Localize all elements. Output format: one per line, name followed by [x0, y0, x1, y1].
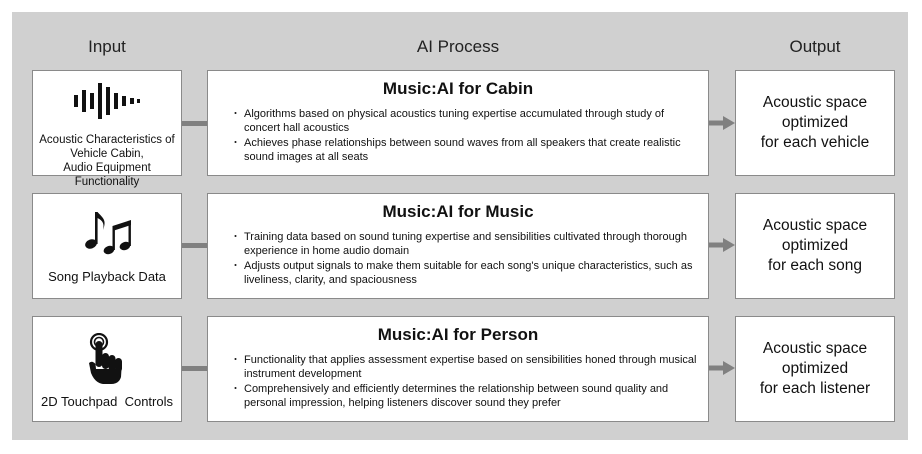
output-text: Acoustic space [762, 94, 868, 111]
input-box-music [32, 193, 182, 299]
arrow-right-icon [709, 116, 735, 130]
process-box-cabin [207, 70, 709, 176]
output-box-cabin [735, 70, 895, 176]
output-box-music [735, 193, 895, 299]
process-bullets [232, 107, 698, 165]
process-title: Music:AI for Person [377, 325, 539, 344]
process-title: Music:AI for Music [382, 202, 534, 221]
output-column-header: Output [789, 37, 841, 56]
output-text: Acoustic space [762, 340, 868, 357]
process-column-header: AI Process [416, 37, 500, 56]
process-box-music [207, 193, 709, 299]
bullet-item: ・ Functionality that applies assessment expertise based on sensibilities honed through musical instrument development [232, 353, 698, 381]
bullet-item: ・ Achieves phase relationships between sound waves from all speakers that create realistic sound images at all seats [232, 136, 698, 164]
input-label-person: 2D Touchpad Controls [40, 394, 173, 409]
sound-wave-icon [71, 83, 143, 119]
process-box-person [207, 316, 709, 422]
output-text: optimized [781, 237, 849, 254]
output-text: for each vehicle [760, 134, 870, 151]
output-text: for each listener [759, 380, 871, 397]
input-column-header: Input [88, 37, 126, 56]
connector-line [182, 243, 207, 248]
input-label-music: Song Playback Data [48, 269, 166, 284]
output-box-person [735, 316, 895, 422]
arrow-right-icon [709, 361, 735, 375]
bullet-item: ・ Training data based on sound tuning expertise and sensibilities cultivated through thorough experience in home audio domain [232, 230, 698, 258]
music-notes-icon [81, 206, 133, 258]
bullet-item: ・ Comprehensively and efficiently determines the relationship between sound quality and personal impression, helping listeners discover sound they prefer [232, 382, 698, 410]
input-label-cabin: Acoustic Characteristics of Vehicle Cabin, Audio Equipment Functionality [39, 134, 175, 188]
output-text: optimized [781, 360, 849, 377]
output-text: Acoustic space [762, 217, 868, 234]
bullet-item: ・ Adjusts output signals to make them suitable for each song's unique characteristics, such as liveliness, clarity, and spaciousness [232, 259, 698, 287]
connector-line [182, 121, 207, 126]
bullet-item: ・ Algorithms based on physical acoustics tuning expertise accumulated through study of concert hall acoustics [232, 107, 698, 135]
touch-hand-icon [87, 333, 127, 385]
input-box-person [32, 316, 182, 422]
arrow-right-icon [709, 238, 735, 252]
process-bullets [232, 353, 698, 411]
connector-line [182, 366, 207, 371]
process-bullets [232, 230, 698, 288]
process-title: Music:AI for Cabin [382, 79, 534, 98]
input-box-cabin [32, 70, 182, 188]
output-text: optimized [781, 114, 849, 131]
output-text: for each song [768, 257, 862, 274]
